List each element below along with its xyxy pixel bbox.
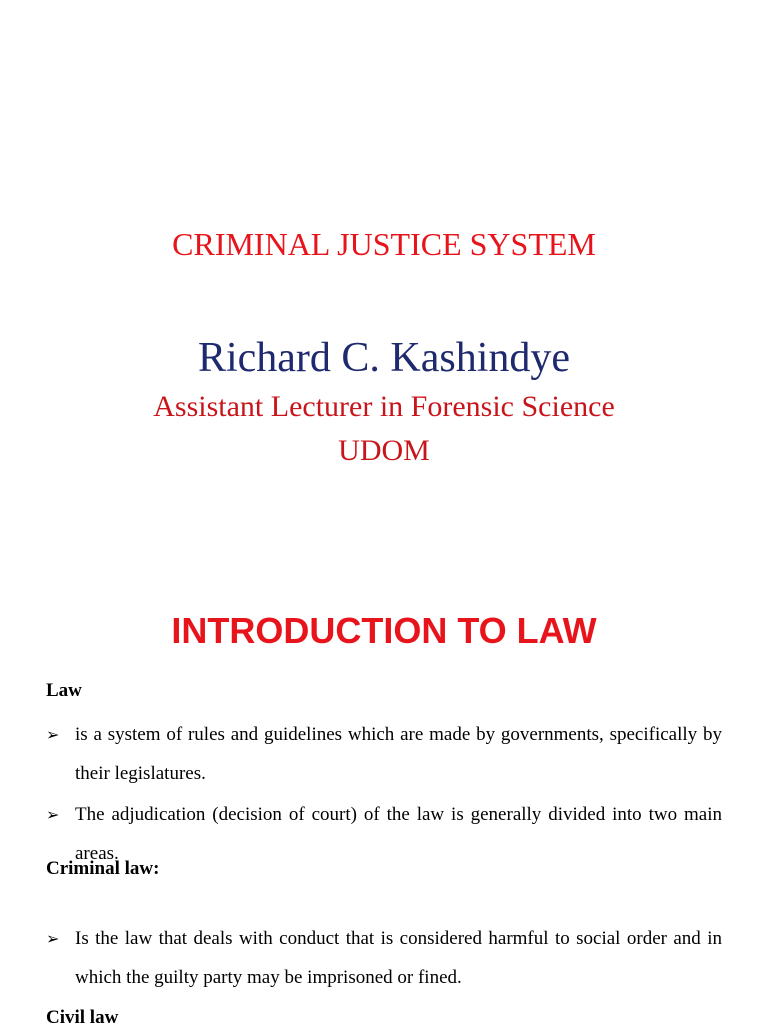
author-name: Richard C. Kashindye (197, 335, 571, 381)
document-title: CRIMINAL JUSTICE SYSTEM (172, 226, 596, 262)
arrow-bullet-icon: ➢ (46, 805, 60, 824)
section-heading: INTRODUCTION TO LAW (171, 610, 597, 651)
author-institution: UDOM (338, 434, 430, 467)
bullet-text: is a system of rules and guidelines which are made by governments, specifically by their legislatures. (75, 724, 722, 784)
author-role: Assistant Lecturer in Forensic Science (153, 390, 615, 423)
arrow-bullet-icon: ➢ (46, 929, 60, 948)
criminal-law-label: Criminal law: (46, 858, 160, 879)
law-label: Law (46, 680, 82, 701)
list-item (46, 919, 722, 997)
arrow-bullet-icon: ➢ (46, 725, 60, 744)
civil-law-label: Civil law (46, 1007, 119, 1024)
list-item (46, 715, 722, 793)
bullet-text: The adjudication (decision of court) of the law is generally divided into two main areas. (75, 804, 722, 864)
bullet-text: Is the law that deals with conduct that is considered harmful to social order and in which the guilty party may be imprisoned or fined. (75, 928, 722, 988)
